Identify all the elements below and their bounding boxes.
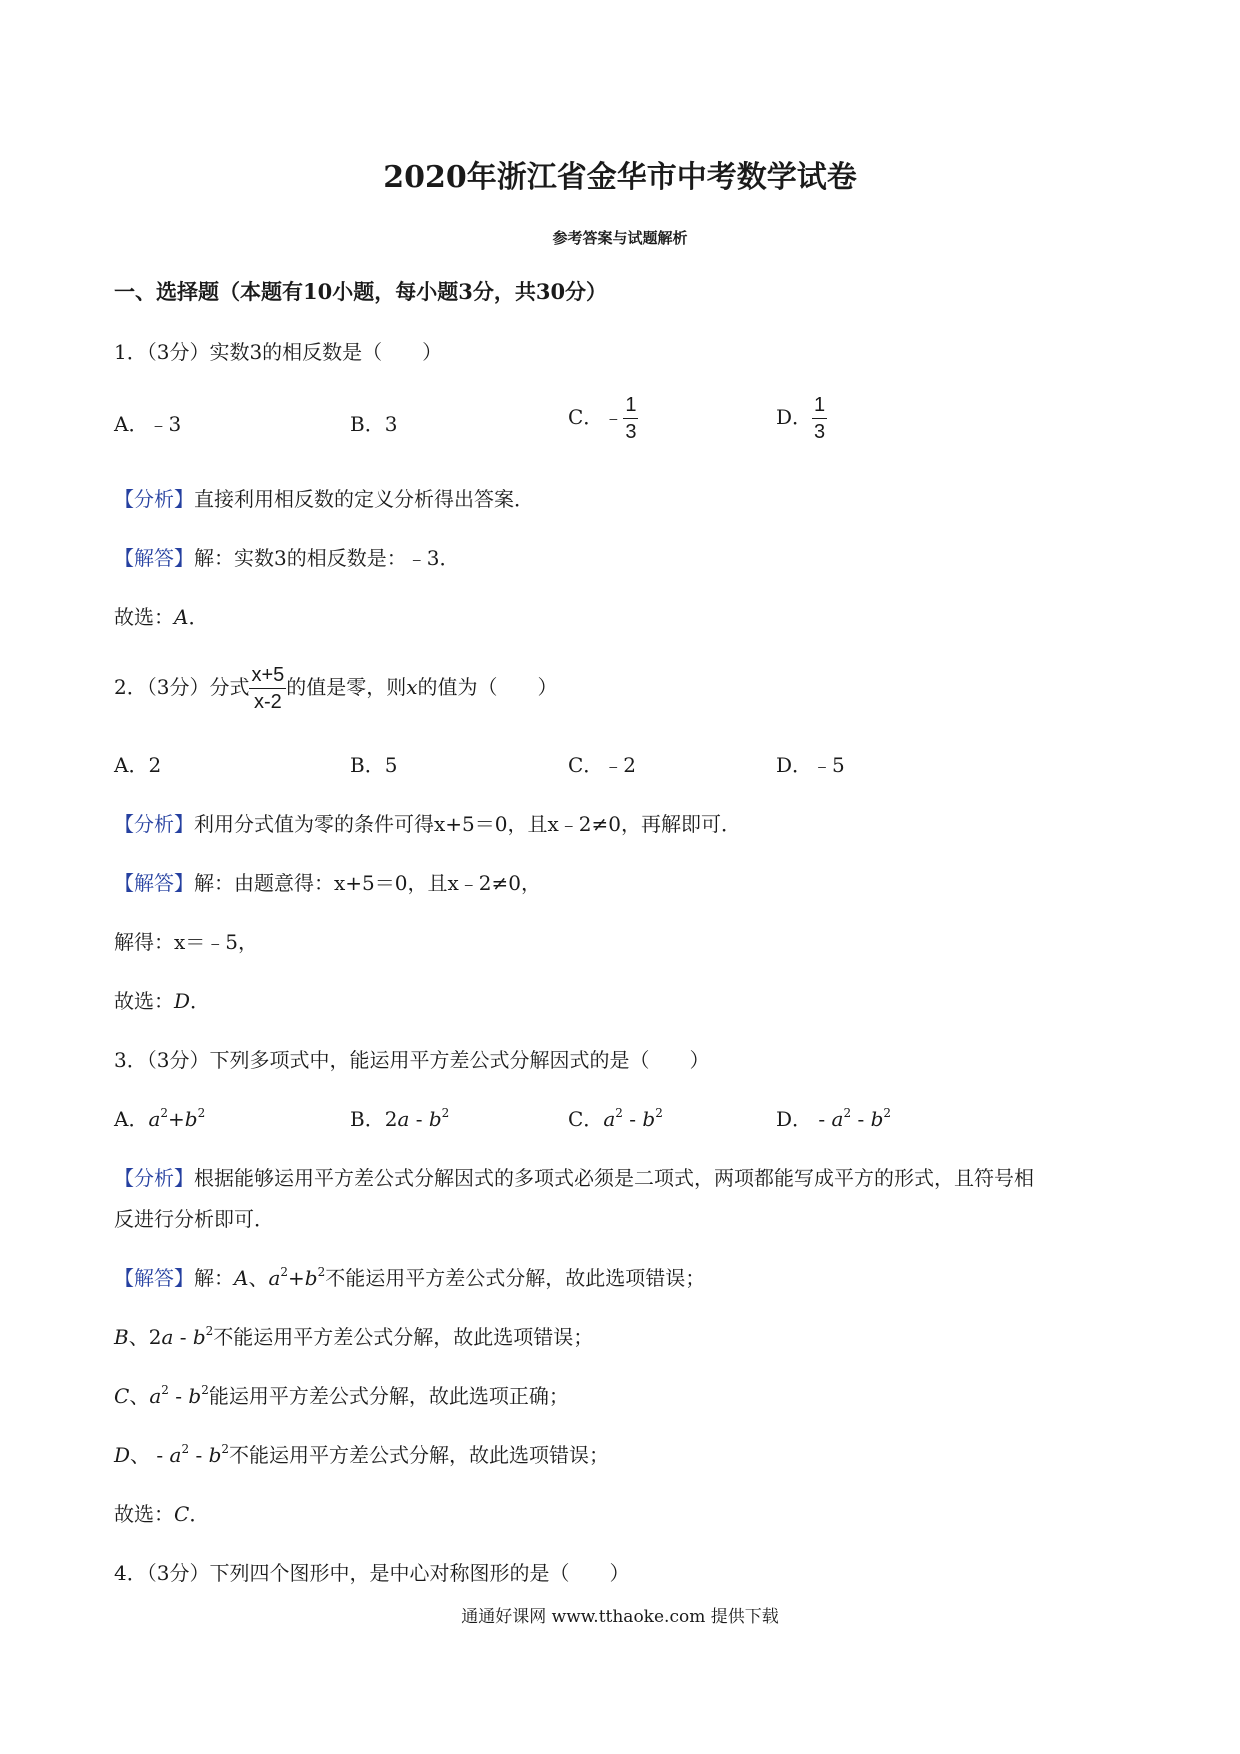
- q2-option-d: D．﹣5: [776, 753, 845, 777]
- choice-prefix: 故选：: [114, 1502, 174, 1526]
- q3-choice: [114, 1498, 209, 1527]
- q2-variable: x: [406, 675, 418, 699]
- analysis-tag: 【分析】: [114, 487, 194, 511]
- q3-answer-intro: 解：: [194, 1266, 234, 1290]
- q1-option-d-fraction: [812, 395, 827, 442]
- answer-tag: 【解答】: [114, 871, 194, 895]
- analysis-tag: 【分析】: [114, 812, 194, 836]
- fraction-denominator: x-2: [253, 691, 282, 713]
- q3-option-d: D． - $a^2 - b^2$: [776, 1106, 892, 1131]
- fraction-numerator: x+5: [249, 665, 286, 689]
- q1-option-c-sign: ﹣: [603, 405, 624, 429]
- q3-option-c: C．$a^2 - b^2$: [568, 1106, 663, 1131]
- q2-solve-math: x＝﹣5: [174, 930, 239, 954]
- q1-analysis-text: 直接利用相反数的定义分析得出答案．: [194, 487, 534, 511]
- q2-stem-mid: 的值是零，则: [286, 675, 407, 699]
- q1-option-c: [568, 395, 638, 442]
- option-label: C．: [568, 1107, 604, 1131]
- q3-analysis-line2: 反进行分析即可．: [114, 1207, 274, 1231]
- fraction-denominator: 3: [814, 421, 826, 443]
- q2-answer-end: ，: [520, 871, 541, 895]
- q2-analysis-text: 利用分式值为零的条件可得: [194, 812, 434, 836]
- q1-choice: [114, 601, 208, 630]
- q2-solve: [114, 926, 258, 955]
- q3-answer-a-text: 不能运用平方差公式分解，故此选项错误；: [325, 1266, 706, 1290]
- q3-option-b: B．$2a - b^2$: [350, 1106, 450, 1131]
- choice-end: ．: [190, 989, 211, 1013]
- q2-stem: [114, 665, 558, 712]
- choice-letter: D: [174, 989, 191, 1013]
- q1-analysis: [114, 483, 534, 512]
- q3-answer-d: D、 - $a^2 - b^2$不能运用平方差公式分解，故此选项错误；: [114, 1442, 610, 1467]
- q2-choice: [114, 985, 210, 1014]
- q3-stem: 3．（3分）下列多项式中，能运用平方差公式分解因式的是（ ）: [114, 1048, 710, 1072]
- choice-prefix: 故选：: [114, 605, 174, 629]
- q2-solve-text: 解得：: [114, 930, 174, 954]
- q2-option-a: A．2: [114, 753, 162, 777]
- q2-solve-end: ，: [238, 930, 259, 954]
- choice-end: ．: [189, 1502, 210, 1526]
- q1-stem: 1．（3分）实数3的相反数是（ ）: [114, 340, 443, 364]
- answer-tag: 【解答】: [114, 1266, 194, 1290]
- fraction-denominator: 3: [625, 421, 637, 443]
- q3-option-a: A．$a^2+b^2$: [114, 1106, 206, 1131]
- q2-answer: [114, 867, 541, 896]
- q2-fraction: [249, 665, 286, 712]
- q1-option-d: [776, 395, 827, 442]
- q2-option-c: C．﹣2: [568, 753, 637, 777]
- option-label: A．: [114, 1107, 149, 1131]
- q1-answer: [114, 542, 459, 571]
- analysis-tag: 【分析】: [114, 1166, 194, 1190]
- q3-analysis-text: 根据能够运用平方差公式分解因式的多项式必须是二项式，两项都能写成平方的形式，且符号相: [194, 1166, 1034, 1190]
- q1-option-a: A．﹣3: [114, 412, 182, 436]
- option-label: B．: [350, 1107, 385, 1131]
- choice-prefix: 故选：: [114, 989, 174, 1013]
- q3-answer-c: C、$a^2 - b^2$能运用平方差公式分解，故此选项正确；: [114, 1383, 569, 1408]
- page-footer: 通通好课网 www.tthaoke.com 提供下载: [461, 1607, 779, 1627]
- q2-stem-pre: 2．（3分）分式: [114, 675, 250, 699]
- q2-stem-post: 的值为（ ）: [417, 675, 558, 699]
- q1-option-c-label: C．: [568, 405, 604, 429]
- q1-option-b: B．3: [350, 412, 398, 436]
- fraction-numerator: 1: [812, 395, 827, 419]
- q3-answer-b-text: 不能运用平方差公式分解，故此选项错误；: [213, 1325, 594, 1349]
- choice-end: ．: [188, 605, 209, 629]
- q3-analysis: [114, 1162, 1034, 1191]
- q3-answer-d-text: 不能运用平方差公式分解，故此选项错误；: [229, 1443, 610, 1467]
- q4-stem: 4．（3分）下列四个图形中，是中心对称图形的是（ ）: [114, 1561, 630, 1585]
- q2-analysis-end: ，再解即可．: [620, 812, 741, 836]
- q2-option-b: B．5: [350, 753, 398, 777]
- q2-analysis: [114, 808, 741, 837]
- section-heading: 一、选择题（本题有10小题，每小题3分，共30分）: [114, 279, 608, 304]
- page-subtitle: 参考答案与试题解析: [552, 229, 688, 247]
- page-title: 2020年浙江省金华市中考数学试卷: [383, 160, 857, 195]
- q2-answer-text: 解：由题意得：: [194, 871, 334, 895]
- q1-option-d-label: D．: [776, 405, 813, 429]
- q2-answer-math: x+5＝0，且x﹣2≠0: [334, 871, 521, 895]
- answer-tag: 【解答】: [114, 546, 194, 570]
- q3-answer-c-text: 能运用平方差公式分解，故此选项正确；: [208, 1384, 569, 1408]
- q2-analysis-math: x+5＝0，且x﹣2≠0: [434, 812, 621, 836]
- q1-answer-text: 解：实数3的相反数是：﹣3．: [194, 546, 460, 570]
- choice-letter: C: [174, 1502, 190, 1526]
- q3-answer-b: B、$2a - b^2$不能运用平方差公式分解，故此选项错误；: [114, 1324, 594, 1349]
- fraction-numerator: 1: [623, 395, 638, 419]
- q3-answer-a: 【解答】解：A、$a^2+b^2$不能运用平方差公式分解，故此选项错误；: [114, 1265, 706, 1290]
- q1-option-c-fraction: [623, 395, 638, 442]
- option-label: D．: [776, 1107, 813, 1131]
- choice-letter: A: [174, 605, 189, 629]
